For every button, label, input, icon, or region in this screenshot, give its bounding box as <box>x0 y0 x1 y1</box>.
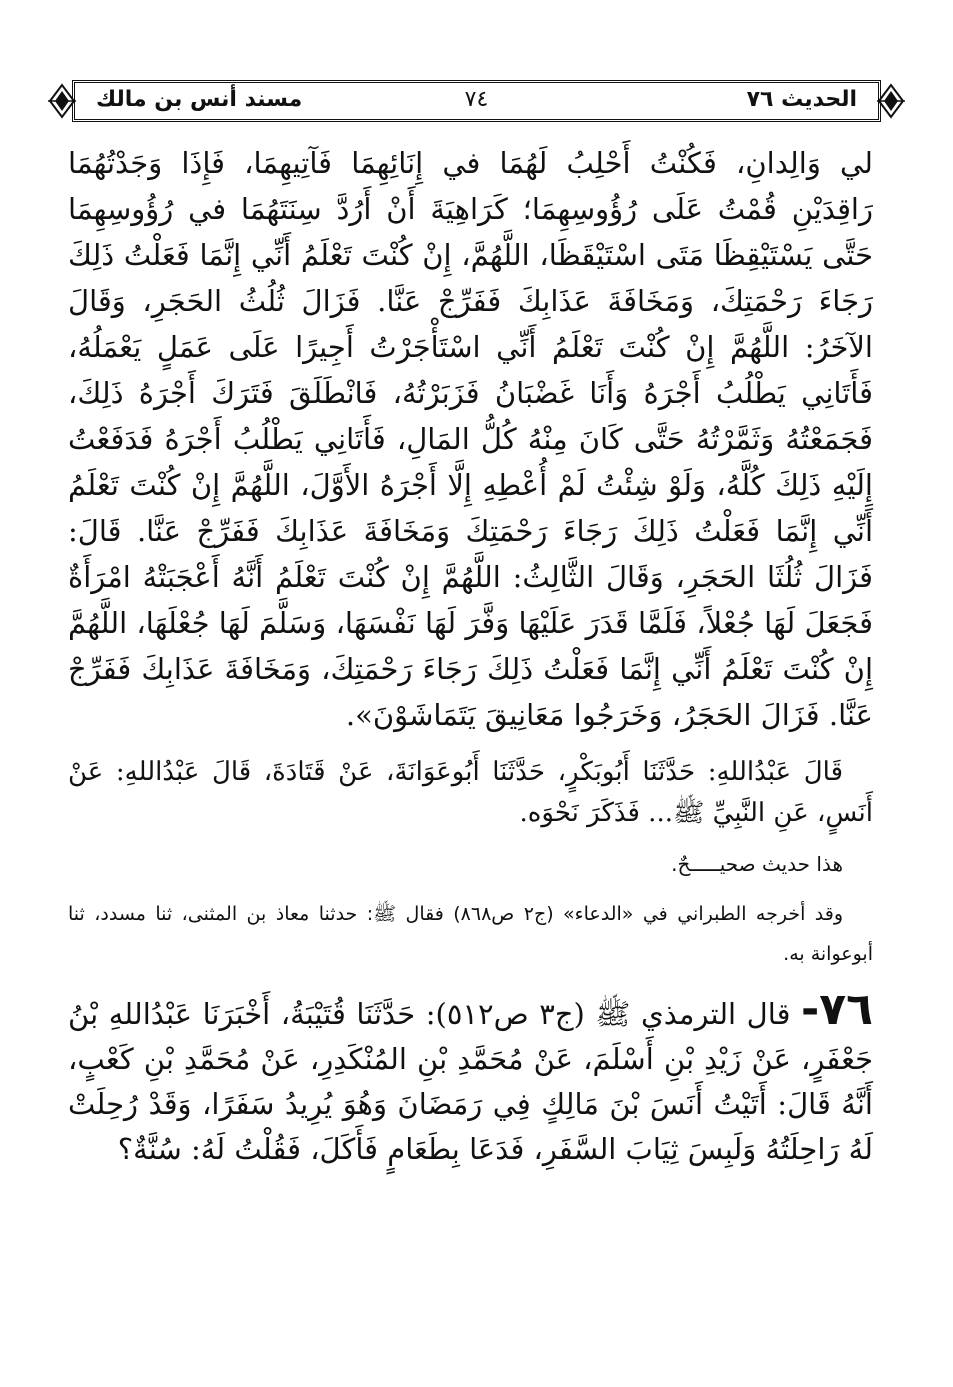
hadith-label: الحديث ٧٦ <box>746 87 857 112</box>
authenticity-verdict: هذا حديث صحيـــــحٌ. <box>671 852 843 876</box>
page-header <box>48 80 905 122</box>
ornament-left-icon <box>48 81 76 121</box>
next-hadith-text: قال الترمذي ﷺ (ج٣ ص٥١٢): حَدَّثَنَا قُتَيْبَةُ، أَخْبَرَنَا عَبْدُاللهِ بْنُ جَعْفَرٍ، عَنْ زَيْدِ بْنِ أَسْلَمَ، عَنْ مُحَمَّدِ بْنِ المُنْكَدِرِ، عَنْ مُحَمَّدِ بْنِ كَعْبٍ، أَنَّهُ قَالَ: أَتَيْتُ أَنَسَ بْنَ مَالِكٍ فِي رَمَضَانَ وَهُوَ يُرِيدُ سَفَرًا، وَقَدْ رُحِلَتْ لَهُ رَاحِلَتُهُ وَلَبِسَ ثِيَابَ السَّفَرِ، فَدَعَا بِطَعَامٍ فَأَكَلَ، فَقُلْتُ لَهُ: سُنَّةٌ؟ <box>68 997 873 1166</box>
ornament-right-icon <box>877 81 905 121</box>
page-number: ٧٤ <box>464 87 489 112</box>
takhrij-note: وقد أخرجه الطبراني في «الدعاء» (ج٢ ص٨٦٨) فقال ﷺ: حدثنا معاذ بن المثنى، ثنا مسدد، ثنا أبوعوانة به. <box>68 903 873 965</box>
hadith-number: ٧٦- <box>801 984 874 1035</box>
next-hadith <box>68 984 874 1172</box>
chain-report: قَالَ عَبْدُاللهِ: حَدَّثَنَا أَبُوبَكْرٍ، حَدَّثَنَا أَبُوعَوَانَةَ، عَنْ قَتَادَةَ، قَالَ عَبْدُاللهِ: عَنْ أَنَسٍ، عَنِ النَّبِيِّ ﷺ... فَذَكَرَ نَحْوَه. <box>68 757 873 828</box>
page-content <box>68 140 873 1172</box>
book-title: مسند أنس بن مالك <box>96 87 303 112</box>
hadith-main-text: لي وَالِدانِ، فَكُنْتُ أَحْلِبُ لَهُمَا في إِنَائِهِمَا فَآتِيهِمَا، فَإِذَا وَجَدْتُهُمَا رَاقِدَيْنِ قُمْتُ عَلَى رُؤُوسِهِمَا؛ كَرَاهِيَةَ أَنْ أَرُدَّ سِنَتَهُمَا في رُؤُوسِهِمَا حَتَّى يَسْتَيْقِظَا مَتَى اسْتَيْقَظَا، اللَّهُمَّ، إِنْ كُنْتَ تَعْلَمُ أَنِّي إِنَّمَا فَعَلْتُ ذَلِكَ رَجَاءَ رَحْمَتِكَ، وَمَخَافَةَ عَذَابِكَ فَفَرِّجْ عَنَّا. فَزَالَ ثُلُثُ الحَجَرِ، وَقَالَ الآخَرُ: اللَّهُمَّ إِنْ كُنْتَ تَعْلَمُ أَنِّي اسْتَأْجَرْتُ أَجِيرًا عَلَى عَمَلٍ يَعْمَلُهُ، فَأَتَانِي يَطْلُبُ أَجْرَهُ وَأَنَا غَضْبَانُ فَزَبَرْتُهُ، فَانْطَلَقَ فَتَرَكَ أَجْرَهُ ذَلِكَ، فَجَمَعْتُهُ وَثَمَّرْتُهُ حَتَّى كَانَ مِنْهُ كُلُّ المَالِ، فَأَتَانِي يَطْلُبُ أَجْرَهُ فَدَفَعْتُ إِلَيْهِ ذَلِكَ كُلَّهُ، وَلَوْ شِئْتُ لَمْ أُعْطِهِ إِلَّا أَجْرَهُ الأَوَّلَ، اللَّهُمَّ إِنْ كُنْتَ تَعْلَمُ أَنِّي إِنَّمَا فَعَلْتُ ذَلِكَ رَجَاءَ رَحْمَتِكَ وَمَخَافَةَ عَذَابِكَ فَفَرِّجْ عَنَّا. قَالَ: فَزَالَ ثُلُثَا الحَجَرِ، وَقَالَ الثَّالِثُ: اللَّهُمَّ إِنْ كُنْتَ تَعْلَمُ أَنَّهُ أَعْجَبَتْهُ امْرَأَةٌ فَجَعَلَ لَهَا جُعْلاً، فَلَمَّا قَدَرَ عَلَيْهَا وَفَّرَ لَهَا نَفْسَهَا، وَسَلَّمَ لَهَا جُعْلَهَا، اللَّهُمَّ إِنْ كُنْتَ تَعْلَمُ أَنِّي إِنَّمَا فَعَلْتُ ذَلِكَ رَجَاءَ رَحْمَتِكَ، وَمَخَافَةَ عَذَابِكَ فَفَرِّجْ عَنَّا. فَزَالَ الحَجَرُ، وَخَرَجُوا مَعَانِيقَ يَتَمَاشَوْنَ». <box>68 146 873 732</box>
